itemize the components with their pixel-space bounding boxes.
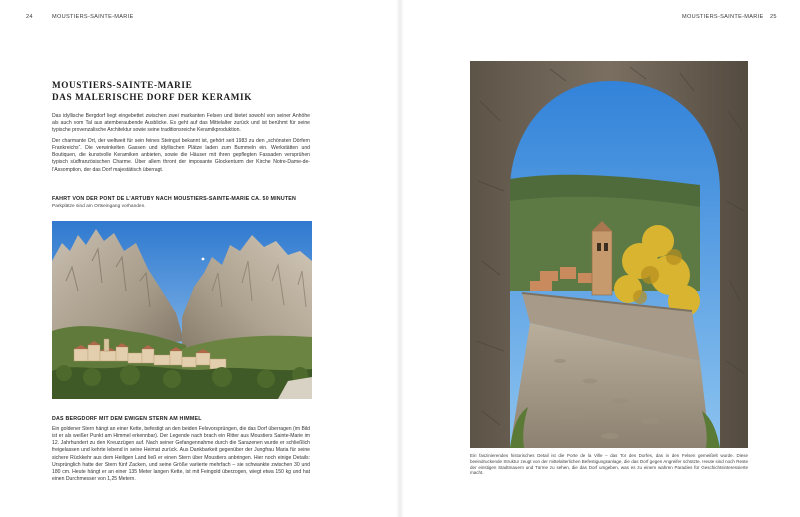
intro-paragraph: Das idyllische Bergdorf liegt eingebettet zwischen zwei markanten Felsen und bietet sowohl von seiner Anhöhe als auch vom Tal aus atemberaubende Ausblicke. Es geht auf das Mittelalter zurück und ist berühmt für seine typische provenzalische Architektur sowie seine traditionsreiche Keramikproduktion. (52, 113, 310, 134)
running-head-left: MOUSTIERS-SAINTE-MARIE (52, 14, 134, 20)
title-line-2: DAS MALERISCHE DORF DER KERAMIK (52, 91, 252, 102)
title-line-1: MOUSTIERS-SAINTE-MARIE (52, 80, 193, 90)
right-page (400, 0, 800, 517)
photo-caption: Ein faszinierendes historisches Detail ist die Porte de la Ville – das Tor des Dorfes, das in den Felsen gemeißelt wurde. Diese beeindruckende Struktur zeugt von der mittelalterlichen Befestigungsanlage, die das Dorf gegen Angreifer schützte. Heute sind noch Reste der einstigen Stadtmauern und Türme zu sehen, die das Dorf umgeben, was es zu einem wahren Paradies für Geschichtsinteressierte macht. (470, 453, 748, 476)
village-cliffs-photo (52, 221, 312, 399)
page-gutter (396, 0, 404, 517)
parking-note: Parkplätze sind am Ortseingang vorhanden. (52, 204, 146, 209)
chapter-title (52, 80, 312, 103)
drive-heading: FAHRT VON DER PONT DE L’ARTUBY NACH MOUSTIERS-SAINTE-MARIE CA. 50 MINUTEN (52, 196, 297, 202)
second-paragraph: Der charmante Ort, der weltweit für sein feines Steingut bekannt ist, gehört seit 1983 zu den „schönsten Dörfern Frankreichs“. Die verwinkelten Gassen und idyllischen Plätze laden zum Bummeln ein. Werkstätten und Boutiquen, die kunstvolle Keramiken anbieten, sowie die Häuser mit ihren gepflegten Fassaden versprühen typisch südfranzösischen Charme. Über allem thront der imposante Glockenturm der Kirche Notre-Dame-de-l’Assomption, der das Dorf majestätisch überragt. (52, 138, 310, 173)
page-number-right: 25 (770, 14, 777, 20)
porte-de-la-ville-photo (470, 61, 748, 448)
page-number-left: 24 (26, 14, 33, 20)
running-head-right: MOUSTIERS-SAINTE-MARIE (682, 14, 764, 20)
star-heading: DAS BERGDORF MIT DEM EWIGEN STERN AM HIMMEL (52, 416, 202, 422)
star-paragraph: Ein goldener Stern hängt an einer Kette, befestigt an den beiden Felsvorsprüngen, die das Dorf überragen (im Bild ist er als weißer Punkt am Himmel erkennbar). Der Legende nach brach ein Ritter aus Moustiers Sainte-Marie im 12. Jahrhundert zu den Kreuzzügen auf. Nach seiner Gefangennahme durch die Sarazenen wurde er schließlich freigelassen und kehrte lebend in seine Heimat zurück. Aus Dankbarkeit gegenüber der Jungfrau Maria für seine sichere Rückkehr aus dem Heiligen Land ließ er einen Stern über Moustiers anbringen. Hier noch einige Details: Ursprünglich hatte der Stern fünf Zacken, und seine Größe variierte mehrfach – sie schwankte zwischen 30 und 180 cm. Heute hängt er an einer 135 Meter langen Kette, ist mit Feingold überzogen, wiegt etwa 150 kg und hat einen Durchmesser von 1,25 Metern. (52, 426, 310, 483)
